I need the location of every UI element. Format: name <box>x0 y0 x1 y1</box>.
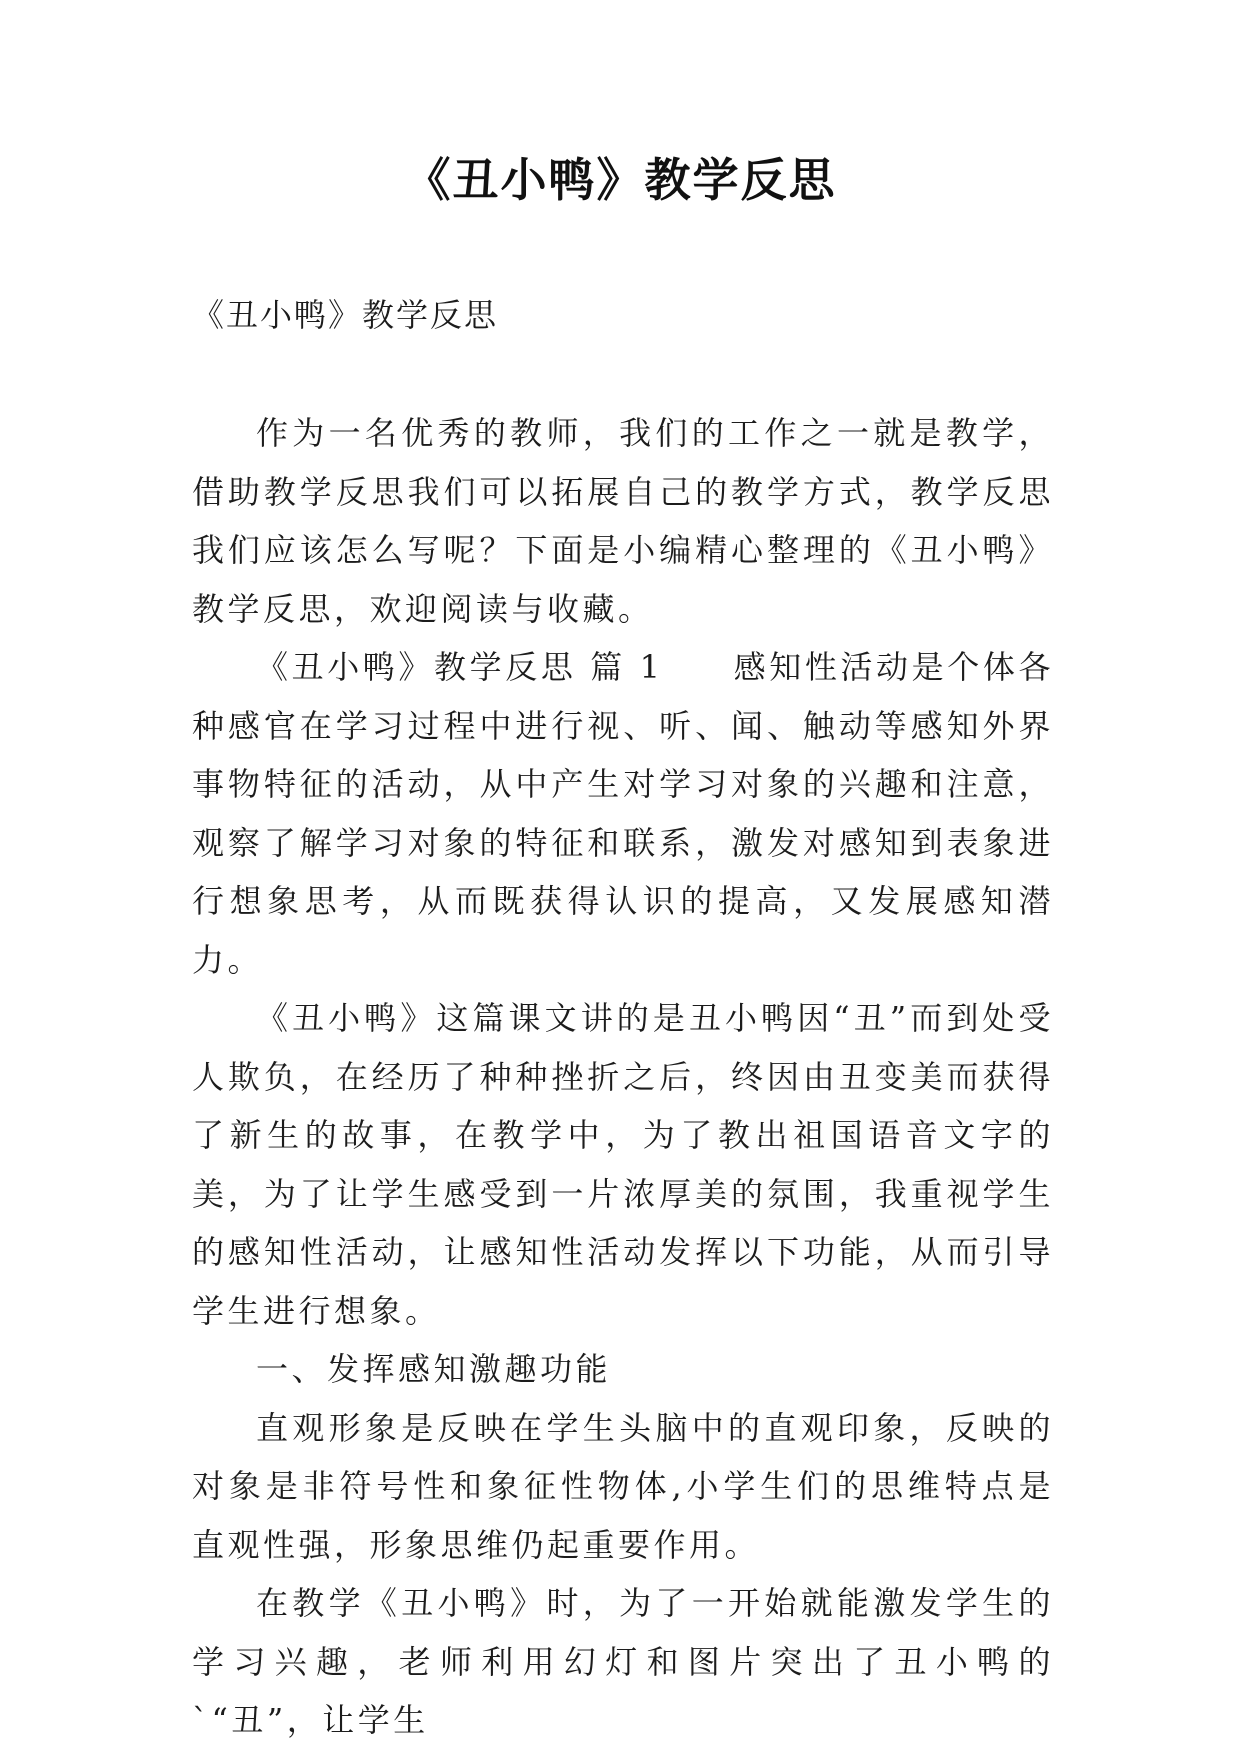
intro-paragraph: 作为一名优秀的教师，我们的工作之一就是教学，借助教学反思我们可以拓展自己的教学方式，教学反思我们应该怎么写呢？下面是小编精心整理的《丑小鸭》教学反思，欢迎阅读与收藏。 <box>192 414 1054 628</box>
document-subtitle: 《丑小鸭》教学反思 <box>192 296 499 334</box>
point-heading: 一、发挥感知激趣功能 <box>256 1350 612 1388</box>
teaching-paragraph: 在教学《丑小鸭》时，为了一开始就能激发学生的学习兴趣，老师利用幻灯和图片突出了丑小鸭的`“丑”，让学生 <box>192 1584 1054 1739</box>
section-paragraph <box>192 638 1054 989</box>
section-paragraph-text: 感知性活动是个体各种感官在学习过程中进行视、听、闻、触动等感知外界事物特征的活动，从中产生对学习对象的兴趣和注意，观察了解学习对象的特征和联系，激发对感知到表象进行想象思考，从而既获得认识的提高，又发展感知潜力。 <box>192 648 1054 979</box>
document-body <box>192 404 1054 1750</box>
document-title: 《丑小鸭》教学反思 <box>404 153 837 207</box>
section-heading: 《丑小鸭》教学反思 篇 1 <box>256 648 664 686</box>
intuition-paragraph: 直观形象是反映在学生头脑中的直观印象，反映的对象是非符号性和象征性物体,小学生们的思维特点是直观性强，形象思维仍起重要作用。 <box>192 1408 1054 1564</box>
story-paragraph: 《丑小鸭》这篇课文讲的是丑小鸭因“丑”而到处受人欺负，在经历了种种挫折之后，终因由丑变美而获得了新生的故事，在教学中，为了教出祖国语音文字的美，为了让学生感受到一片浓厚美的氛围，我重视学生的感知性活动，让感知性活动发挥以下功能，从而引导学生进行想象。 <box>192 999 1054 1330</box>
